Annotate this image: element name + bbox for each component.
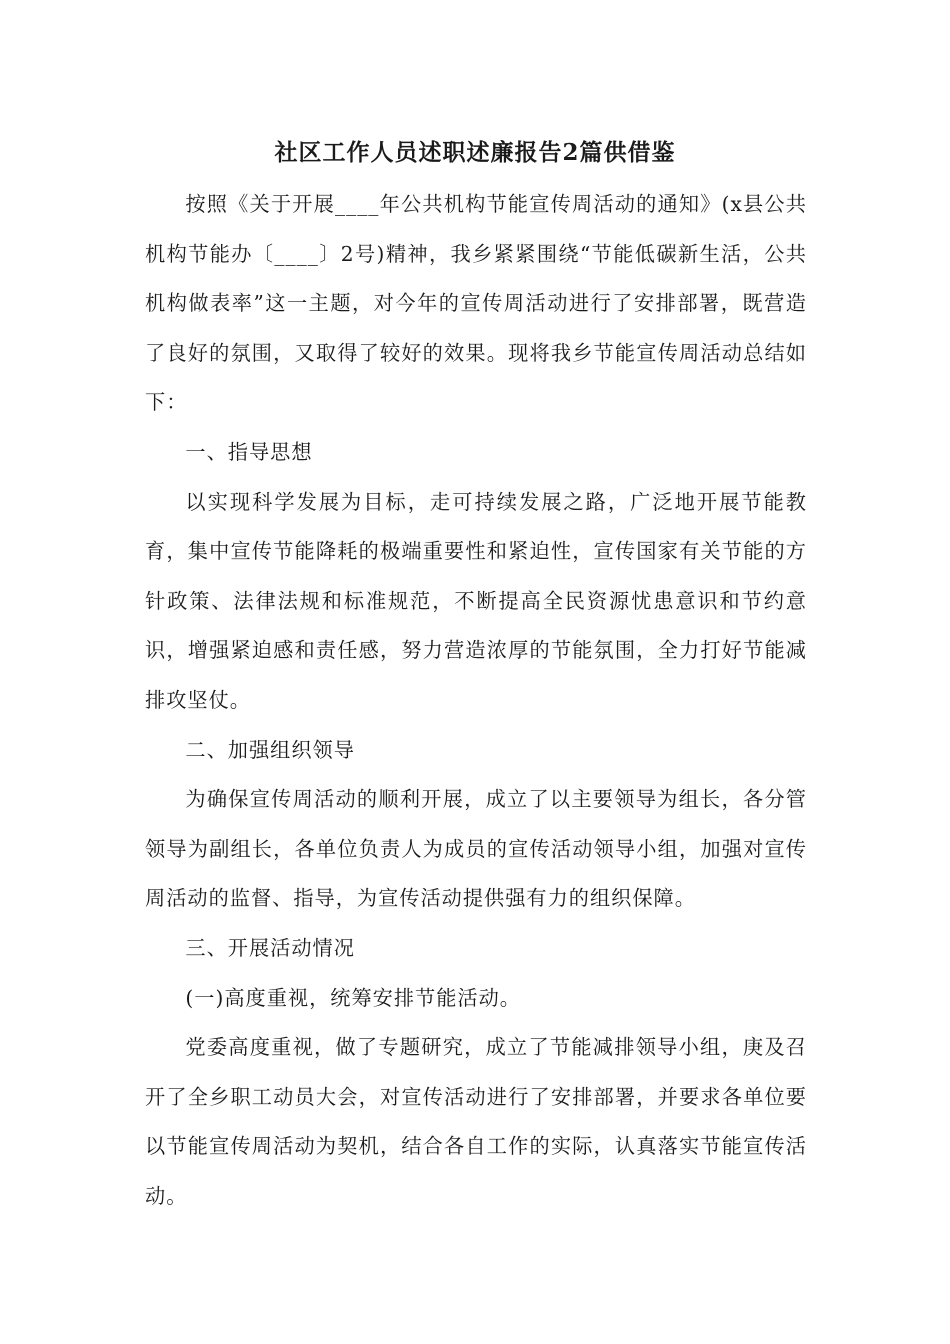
document-body xyxy=(145,180,807,1221)
planning-paragraph: 党委高度重视，做了专题研究，成立了节能减排领导小组，庚及召开了全乡职工动员大会，对宣传活动进行了安排部署，并要求各单位要以节能宣传周活动为契机，结合各自工作的实际，认真落实节能宣传活动。 xyxy=(145,1035,807,1208)
organization-paragraph: 为确保宣传周活动的顺利开展，成立了以主要领导为组长，各分管领导为副组长，各单位负责人为成员的宣传活动领导小组，加强对宣传周活动的监督、指导，为宣传活动提供强有力的组织保障。 xyxy=(145,787,807,911)
guiding-ideology-paragraph: 以实现科学发展为目标，走可持续发展之路，广泛地开展节能教育，集中宣传节能降耗的极端重要性和紧迫性，宣传国家有关节能的方针政策、法律法规和标准规范，不断提高全民资源忧患意识和节约意识，增强紧迫感和责任感，努力营造浓厚的节能氛围，全力打好节能减排攻坚仗。 xyxy=(145,489,807,712)
section-heading-organization: 二、加强组织领导 xyxy=(185,737,355,762)
document-title: 社区工作人员述职述廉报告2篇供借鉴 xyxy=(274,139,676,166)
section-heading-guiding-ideology: 一、指导思想 xyxy=(185,439,313,464)
intro-paragraph: 按照《关于开展____年公共机构节能宣传周活动的通知》(x县公共机构节能办〔____〕2号)精神，我乡紧紧围绕“节能低碳新生活，公共机构做表率”这一主题，对今年的宣传周活动进行了安排部署，既营造了良好的氛围，又取得了较好的效果。现将我乡节能宣传周活动总结如下： xyxy=(145,192,807,415)
subsection-heading-planning: (一)高度重视，统筹安排节能活动。 xyxy=(185,985,521,1010)
section-heading-activities: 三、开展活动情况 xyxy=(185,935,355,960)
